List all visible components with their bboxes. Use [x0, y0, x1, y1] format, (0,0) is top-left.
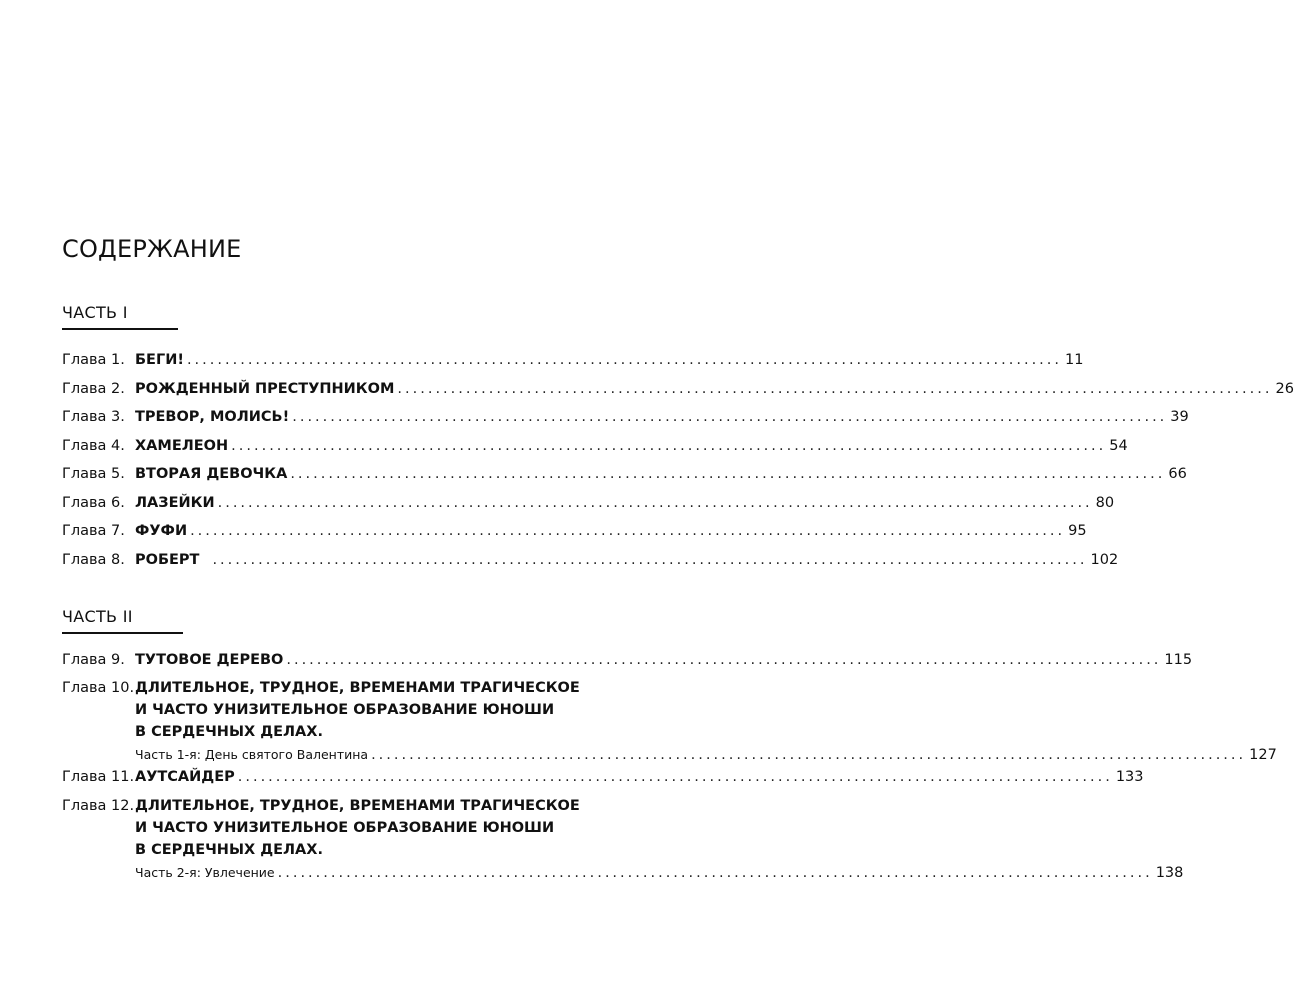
toc-entry-chapter-12[interactable] — [62, 795, 1184, 885]
chapter-title-line-2: И ЧАСТО УНИЗИТЕЛЬНОЕ ОБРАЗОВАНИЕ ЮНОШИ — [135, 702, 555, 718]
chapter-label: Глава 2. — [62, 380, 125, 397]
chapter-title: РОЖДЕННЫЙ ПРЕСТУПНИКОМ — [135, 380, 395, 397]
page-number: 133 — [1115, 769, 1144, 785]
chapter-label: Глава 7. — [62, 523, 125, 539]
page-number: 138 — [1155, 865, 1184, 881]
part-1-heading: ЧАСТЬ I — [62, 303, 178, 330]
toc-entry-chapter-2[interactable] — [62, 377, 1294, 401]
chapter-label: Глава 6. — [62, 494, 125, 511]
chapter-label: Глава 11. — [62, 769, 135, 785]
dot-leader: ................................................................................................................... — [212, 551, 1088, 568]
page-number: 11 — [1065, 352, 1084, 368]
chapter-label: Глава 3. — [62, 409, 125, 425]
dot-leader: ................................................................................................................... — [286, 652, 1162, 668]
chapter-label: Глава 9. — [62, 652, 125, 668]
page-number: 66 — [1168, 466, 1187, 482]
chapter-title: ХАМЕЛЕОН — [135, 437, 229, 454]
page-number: 102 — [1090, 551, 1119, 568]
dot-leader: ................................................................................................................... — [290, 466, 1166, 482]
chapter-title: ТУТОВОЕ ДЕРЕВО — [135, 652, 284, 668]
page-number: 39 — [1170, 409, 1189, 425]
toc-entry-chapter-1[interactable] — [62, 348, 1084, 372]
chapter-label: Глава 4. — [62, 437, 125, 454]
toc-entry-chapter-4[interactable] — [62, 434, 1128, 458]
toc-entry-chapter-10[interactable] — [62, 677, 1277, 767]
toc-entry-chapter-3[interactable] — [62, 405, 1189, 429]
toc-entry-chapter-5[interactable] — [62, 462, 1187, 486]
chapter-title-line-3: В СЕРДЕЧНЫХ ДЕЛАХ. — [135, 842, 323, 858]
toc-entry-chapter-8[interactable] — [62, 548, 1119, 572]
chapter-label: Глава 5. — [62, 466, 125, 482]
page-number: 54 — [1109, 437, 1128, 454]
toc-entry-chapter-9[interactable] — [62, 648, 1193, 672]
toc-entry-chapter-6[interactable] — [62, 491, 1115, 515]
chapter-title: АУТСАЙДЕР — [135, 769, 235, 785]
chapter-title-line-3: В СЕРДЕЧНЫХ ДЕЛАХ. — [135, 724, 323, 740]
dot-leader: ................................................................................................................... — [397, 380, 1273, 397]
part-2-heading: ЧАСТЬ II — [62, 607, 183, 634]
chapter-subtitle: Часть 2-я: Увлечение — [135, 865, 275, 880]
dot-leader: ................................................................................................................... — [371, 747, 1247, 763]
chapter-title: ЛАЗЕЙКИ — [135, 494, 215, 511]
chapter-title: ВТОРАЯ ДЕВОЧКА — [135, 466, 288, 482]
chapter-title-line-1: ДЛИТЕЛЬНОЕ, ТРУДНОЕ, ВРЕМЕНАМИ ТРАГИЧЕСКОЕ — [135, 798, 580, 814]
toc-title: СОДЕРЖАНИЕ — [62, 235, 242, 263]
dot-leader: ................................................................................................................... — [217, 494, 1093, 511]
page-number: 127 — [1249, 747, 1277, 763]
dot-leader: ................................................................................................................... — [277, 865, 1153, 881]
dot-leader: ................................................................................................................... — [292, 409, 1168, 425]
page-number: 80 — [1095, 494, 1115, 511]
page-number: 26 — [1275, 380, 1294, 397]
chapter-title: РОБЕРТ — [135, 551, 200, 568]
chapter-label: Глава 1. — [62, 352, 125, 368]
chapter-label: Глава 12. — [62, 798, 135, 814]
chapter-label: Глава 8. — [62, 551, 125, 568]
chapter-title: БЕГИ! — [135, 352, 184, 368]
chapter-label: Глава 10. — [62, 680, 135, 696]
dot-leader: ................................................................................................................... — [190, 523, 1066, 539]
page-number: 95 — [1068, 523, 1087, 539]
dot-leader: ................................................................................................................... — [237, 769, 1113, 785]
chapter-title-line-1: ДЛИТЕЛЬНОЕ, ТРУДНОЕ, ВРЕМЕНАМИ ТРАГИЧЕСКОЕ — [135, 680, 580, 696]
chapter-title: ТРЕВОР, МОЛИСЬ! — [135, 409, 290, 425]
page-number: 115 — [1164, 652, 1193, 668]
toc-entry-chapter-7[interactable] — [62, 519, 1087, 543]
chapter-title-line-2: И ЧАСТО УНИЗИТЕЛЬНОЕ ОБРАЗОВАНИЕ ЮНОШИ — [135, 820, 555, 836]
toc-entry-chapter-11[interactable] — [62, 765, 1144, 789]
chapter-subtitle: Часть 1-я: День святого Валентина — [135, 747, 369, 762]
dot-leader: ................................................................................................................... — [231, 437, 1107, 454]
dot-leader: ................................................................................................................... — [186, 352, 1063, 368]
chapter-title: ФУФИ — [135, 523, 188, 539]
